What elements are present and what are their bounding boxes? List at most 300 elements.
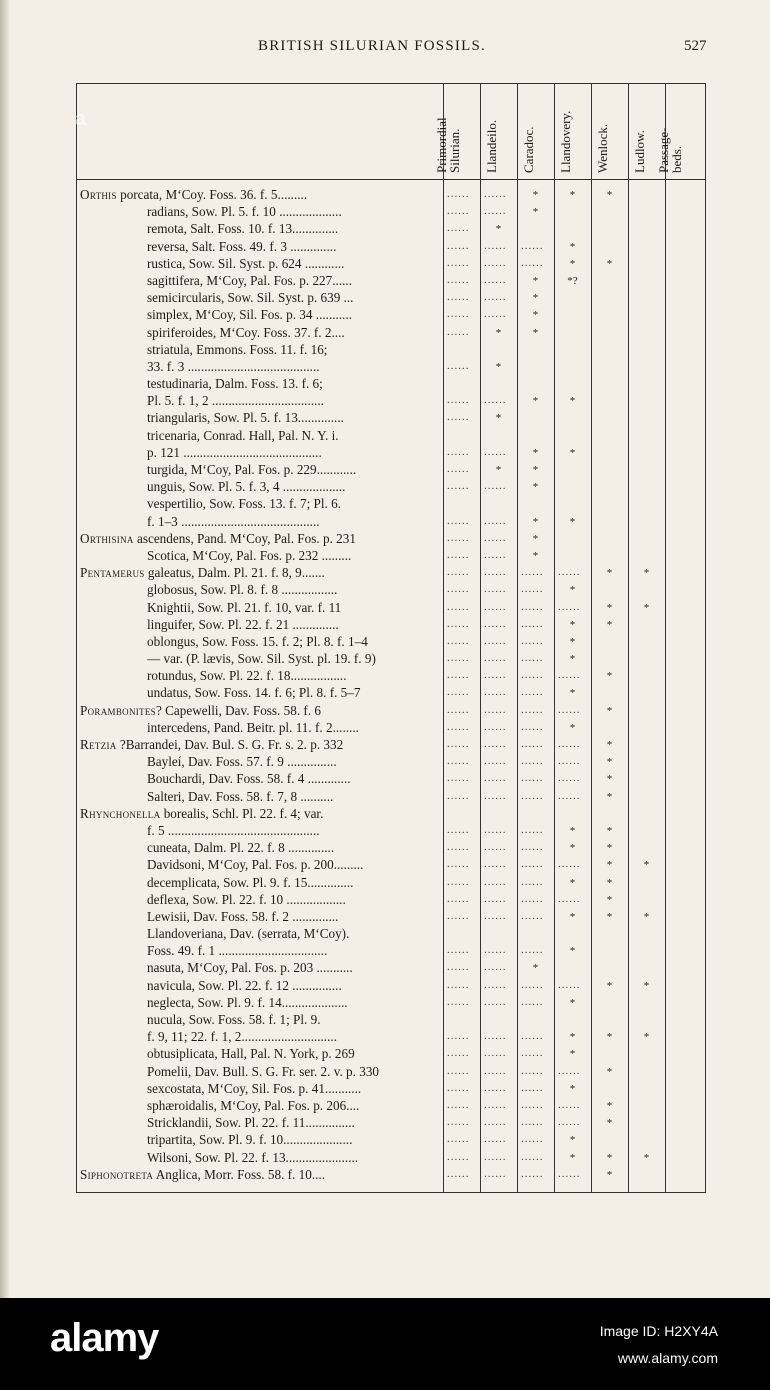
table-row — [77, 478, 705, 495]
occurrence-mark: * — [495, 326, 502, 339]
occurrence-mark: * — [569, 1134, 576, 1147]
species-name — [147, 409, 442, 426]
table-row — [77, 1011, 705, 1028]
occurrence-mark: * — [606, 876, 613, 889]
species-text: Foss. 49. f. 1 ................................. — [147, 943, 328, 959]
leader-dots: ...... — [447, 720, 470, 733]
species-name — [147, 306, 442, 323]
leader-dots: ...... — [447, 755, 470, 768]
species-text: porcata, M‘Coy. Foss. 36. f. 5......... — [116, 187, 308, 202]
occurrence-mark: * — [532, 395, 539, 408]
leader-dots: ...... — [447, 566, 470, 579]
leader-dots: ...... — [447, 1064, 470, 1077]
occurrence-mark: * — [569, 395, 576, 408]
occurrence-mark: * — [606, 910, 613, 923]
occurrence-mark: * — [606, 1065, 613, 1078]
species-text: galeatus, Dalm. Pl. 21. f. 8, 9....... — [144, 565, 325, 581]
species-name — [147, 977, 442, 994]
leader-dots: ...... — [484, 875, 507, 888]
occurrence-mark: * — [643, 859, 650, 872]
leader-dots: ...... — [484, 944, 507, 957]
leader-dots: ...... — [447, 1030, 470, 1043]
leader-dots: ...... — [558, 772, 581, 785]
species-name — [147, 925, 442, 942]
leader-dots: ...... — [484, 858, 507, 871]
species-text: triangularis, Sow. Pl. 5. f. 13.............. — [147, 410, 344, 426]
table-row — [77, 255, 705, 272]
table-row — [77, 513, 705, 530]
leader-dots: ...... — [521, 909, 544, 922]
occurrence-mark: * — [606, 979, 613, 992]
species-text: Llandoveriana, Dav. (serrata, M‘Coy). — [147, 926, 350, 942]
leader-dots: ...... — [447, 291, 470, 304]
leader-dots: ...... — [521, 858, 544, 871]
page-gutter-shadow — [0, 0, 10, 1298]
leader-dots: ...... — [484, 1064, 507, 1077]
table-row — [77, 289, 705, 306]
species-name — [80, 530, 442, 547]
species-text: Davidsoni, M‘Coy, Pal. Fos. p. 200......... — [147, 857, 364, 873]
table-row — [77, 341, 705, 358]
leader-dots: ...... — [521, 841, 544, 854]
occurrence-mark: * — [606, 601, 613, 614]
leader-dots: ...... — [558, 1064, 581, 1077]
leader-dots: ...... — [447, 738, 470, 750]
leader-dots: ...... — [447, 325, 470, 338]
leader-dots: ...... — [521, 239, 544, 252]
leader-dots: ...... — [521, 256, 544, 269]
table-row — [77, 495, 705, 512]
leader-dots: ...... — [447, 1081, 470, 1094]
table-row — [77, 736, 705, 753]
species-text: Pl. 5. f. 1, 2 .................................. — [147, 393, 324, 409]
occurrence-mark: * — [532, 962, 539, 975]
leader-dots: ...... — [521, 875, 544, 888]
table-row — [77, 1080, 705, 1097]
leader-dots: ...... — [447, 1098, 470, 1111]
species-name — [147, 770, 442, 787]
species-text: p. 121 .......................................... — [147, 444, 322, 460]
occurrence-mark: * — [532, 274, 539, 287]
occurrence-mark: * — [569, 910, 576, 923]
leader-dots: ...... — [558, 738, 581, 750]
occurrence-mark: * — [569, 240, 576, 253]
fossil-distribution-table — [76, 83, 706, 1193]
leader-dots: ...... — [447, 823, 470, 836]
leader-dots: ...... — [521, 686, 544, 699]
table-row — [77, 667, 705, 684]
occurrence-mark: * — [569, 842, 576, 855]
occurrence-mark: * — [495, 464, 502, 476]
genus-name: Retzia — [80, 737, 117, 752]
occurrence-mark: * — [606, 1031, 613, 1044]
occurrence-mark: * — [495, 360, 502, 373]
occurrence-mark: * — [569, 446, 576, 459]
species-name — [147, 959, 442, 976]
leader-dots: ...... — [447, 978, 470, 991]
leader-dots: ...... — [484, 308, 507, 321]
occurrence-mark: * — [532, 309, 539, 322]
species-text: unguis, Sow. Pl. 5. f. 3, 4 ................... — [147, 479, 346, 495]
occurrence-mark: * — [606, 893, 613, 906]
leader-dots: ...... — [558, 669, 581, 682]
occurrence-mark: * — [606, 567, 613, 580]
header-rule — [77, 179, 705, 180]
table-row — [77, 908, 705, 925]
leader-dots: ...... — [521, 669, 544, 682]
species-text: Wilsoni, Sow. Pl. 22. f. 13...................... — [147, 1149, 359, 1165]
running-head: BRITISH SILURIAN FOSSILS. — [258, 38, 486, 54]
leader-dots: ...... — [447, 531, 470, 544]
table-row — [77, 306, 705, 323]
column-header — [591, 83, 628, 179]
species-text: simplex, M‘Coy, Sil. Fos. p. 34 ........... — [147, 307, 353, 323]
table-row — [77, 324, 705, 341]
leader-dots: ...... — [484, 961, 507, 974]
table-row — [77, 375, 705, 392]
species-text: f. 1–3 .......................................... — [147, 513, 320, 529]
leader-dots: ...... — [447, 858, 470, 871]
table-row — [77, 358, 705, 375]
species-text: decemplicata, Sow. Pl. 9. f. 15.............. — [147, 874, 354, 890]
occurrence-mark: * — [643, 1031, 650, 1044]
table-row — [77, 547, 705, 564]
leader-dots: ...... — [484, 686, 507, 699]
species-name — [147, 392, 442, 409]
leader-dots: ...... — [484, 514, 507, 527]
leader-dots: ...... — [484, 1133, 507, 1146]
leader-dots: ...... — [484, 205, 507, 218]
species-text: 33. f. 3 ........................................ — [147, 358, 320, 374]
table-row — [77, 461, 705, 478]
species-text: rustica, Sow. Sil. Syst. p. 624 ............ — [147, 255, 345, 271]
leader-dots: ...... — [521, 652, 544, 665]
table-row — [77, 203, 705, 220]
leader-dots: ...... — [447, 789, 470, 802]
table-row — [77, 1149, 705, 1166]
leader-dots: ...... — [521, 995, 544, 1008]
leader-dots: ...... — [558, 755, 581, 768]
occurrence-mark: * — [569, 653, 576, 666]
species-name — [147, 616, 442, 633]
occurrence-mark: *? — [567, 274, 578, 287]
leader-dots: ...... — [447, 772, 470, 785]
species-name — [147, 513, 442, 530]
species-text: Salteri, Dav. Foss. 58. f. 7, 8 .......... — [147, 788, 334, 804]
leader-dots: ...... — [521, 1167, 544, 1180]
leader-dots: ...... — [521, 892, 544, 905]
table-row — [77, 272, 705, 289]
leader-dots: ...... — [447, 583, 470, 596]
leader-dots: ...... — [447, 892, 470, 905]
leader-dots: ...... — [447, 514, 470, 527]
leader-dots: ...... — [447, 1150, 470, 1163]
leader-dots: ...... — [521, 634, 544, 647]
table-row — [77, 1028, 705, 1045]
column-header-label: Passage- beds. — [656, 127, 684, 173]
leader-dots: ...... — [484, 755, 507, 768]
species-name — [80, 805, 442, 822]
species-text: linguifer, Sow. Pl. 22. f. 21 .............. — [147, 616, 339, 632]
leader-dots: ...... — [484, 720, 507, 733]
leader-dots: ...... — [484, 841, 507, 854]
leader-dots: ...... — [447, 703, 470, 716]
table-row — [77, 822, 705, 839]
occurrence-mark: * — [532, 464, 539, 476]
species-name — [147, 427, 442, 444]
table-row — [77, 891, 705, 908]
occurrence-mark: * — [569, 635, 576, 648]
species-text: striatula, Emmons. Foss. 11. f. 16; — [147, 341, 328, 357]
leader-dots: ...... — [447, 686, 470, 699]
table-row — [77, 994, 705, 1011]
species-text: Pomelii, Dav. Bull. S. G. Fr. ser. 2. v. p. 330 — [147, 1063, 380, 1079]
stock-url[interactable]: www.alamy.com — [617, 1350, 718, 1366]
leader-dots: ...... — [484, 634, 507, 647]
leader-dots: ...... — [447, 1133, 470, 1146]
leader-dots: ...... — [484, 1047, 507, 1060]
leader-dots: ...... — [484, 652, 507, 665]
table-row — [77, 874, 705, 891]
species-text: deflexa, Sow. Pl. 22. f. 10 .................. — [147, 891, 346, 907]
occurrence-mark: * — [643, 1151, 650, 1164]
species-name — [147, 1149, 442, 1166]
leader-dots: ...... — [558, 1167, 581, 1180]
species-text: — var. (P. lævis, Sow. Sil. Syst. pl. 19. f. 9) — [147, 651, 376, 667]
leader-dots: ...... — [484, 978, 507, 991]
table-row — [77, 788, 705, 805]
occurrence-mark: * — [606, 756, 613, 769]
species-name — [147, 478, 442, 495]
occurrence-mark: * — [606, 739, 613, 751]
leader-dots: ...... — [447, 205, 470, 218]
species-text: radians, Sow. Pl. 5. f. 10 ................... — [147, 204, 342, 220]
table-row — [77, 427, 705, 444]
leader-dots: ...... — [484, 1081, 507, 1094]
occurrence-mark: * — [569, 1082, 576, 1095]
species-name — [147, 581, 442, 598]
leader-dots: ...... — [521, 1098, 544, 1111]
leader-dots: ...... — [447, 463, 470, 475]
leader-dots: ...... — [484, 738, 507, 750]
table-row — [77, 564, 705, 581]
species-name — [80, 186, 442, 203]
species-name — [147, 238, 442, 255]
leader-dots: ...... — [447, 394, 470, 407]
leader-dots: ...... — [484, 823, 507, 836]
species-text: semicircularis, Sow. Sil. Syst. p. 639 ... — [147, 290, 354, 306]
species-text: intercedens, Pand. Beitr. pl. 11. f. 2........ — [147, 719, 359, 735]
species-name — [147, 633, 442, 650]
leader-dots: ...... — [484, 531, 507, 544]
leader-dots: ...... — [447, 359, 470, 372]
species-text: undatus, Sow. Foss. 14. f. 6; Pl. 8. f. 5–7 — [147, 685, 361, 701]
table-row — [77, 409, 705, 426]
species-text: cuneata, Dalm. Pl. 22. f. 8 .............. — [147, 840, 335, 856]
leader-dots: ...... — [558, 600, 581, 613]
leader-dots: ...... — [484, 188, 507, 200]
leader-dots: ...... — [447, 944, 470, 957]
occurrence-mark: * — [569, 945, 576, 958]
occurrence-mark: * — [606, 704, 613, 717]
leader-dots: ...... — [521, 583, 544, 596]
occurrence-mark: * — [569, 996, 576, 1009]
species-name — [80, 564, 442, 581]
species-text: obtusiplicata, Hall, Pal. N. York, p. 269 — [147, 1046, 355, 1062]
species-name — [147, 874, 442, 891]
leader-dots: ...... — [447, 222, 470, 235]
table-row — [77, 1063, 705, 1080]
column-header-label: Primordial Silurian. — [434, 117, 462, 173]
occurrence-mark: * — [532, 515, 539, 528]
species-name — [147, 203, 442, 220]
table-row — [77, 753, 705, 770]
leader-dots: ...... — [484, 703, 507, 716]
leader-dots: ...... — [447, 480, 470, 493]
species-name — [147, 1063, 442, 1080]
table-row — [77, 856, 705, 873]
leader-dots: ...... — [484, 909, 507, 922]
species-text: rotundus, Sow. Pl. 22. f. 18................. — [147, 668, 347, 684]
occurrence-mark: * — [643, 979, 650, 992]
occurrence-mark: * — [532, 446, 539, 459]
occurrence-mark: * — [569, 876, 576, 889]
leader-dots: ...... — [521, 1081, 544, 1094]
genus-name: Rhynchonella — [80, 805, 161, 821]
occurrence-mark: * — [569, 584, 576, 597]
leader-dots: ...... — [521, 944, 544, 957]
leader-dots: ...... — [558, 566, 581, 579]
genus-name: Porambonites — [80, 702, 156, 718]
species-text: ? Capewelli, Dav. Foss. 58. f. 6 — [155, 702, 322, 718]
leader-dots: ...... — [447, 256, 470, 269]
table-row — [77, 220, 705, 237]
table-row — [77, 805, 705, 822]
table-row — [77, 616, 705, 633]
species-name — [147, 908, 442, 925]
stock-logo[interactable]: alamy — [50, 1316, 159, 1360]
species-name — [147, 719, 442, 736]
leader-dots: ...... — [521, 1047, 544, 1060]
genus-name: Siphonotreta — [80, 1166, 154, 1182]
leader-dots: ...... — [521, 823, 544, 836]
table-row — [77, 392, 705, 409]
leader-dots: ...... — [484, 480, 507, 493]
leader-dots: ...... — [484, 789, 507, 802]
occurrence-mark: * — [643, 601, 650, 614]
leader-dots: ...... — [484, 1116, 507, 1129]
leader-dots: ...... — [447, 411, 470, 424]
page-number: 527 — [684, 38, 707, 54]
occurrence-mark: * — [569, 618, 576, 631]
species-text: sagittifera, M‘Coy, Pal. Fos. p. 227...... — [147, 272, 353, 288]
leader-dots: ...... — [521, 755, 544, 768]
leader-dots: ...... — [521, 772, 544, 785]
occurrence-mark: * — [532, 326, 539, 339]
occurrence-mark: * — [606, 189, 613, 201]
occurrence-mark: * — [606, 1168, 613, 1181]
leader-dots: ...... — [484, 291, 507, 304]
species-name — [147, 358, 442, 375]
species-name — [147, 788, 442, 805]
species-text: testudinaria, Dalm. Foss. 13. f. 6; — [147, 376, 323, 392]
genus-name: Orthisina — [80, 530, 134, 546]
occurrence-mark: * — [606, 859, 613, 872]
species-text: Stricklandii, Sow. Pl. 22. f. 11............... — [147, 1115, 355, 1131]
table-row — [77, 238, 705, 255]
species-text: ?Barrandei, Dav. Bul. S. G. Fr. s. 2. p. 332 — [116, 737, 344, 752]
species-name — [147, 1011, 442, 1028]
occurrence-mark: * — [569, 721, 576, 734]
table-bottom-rule — [77, 1192, 705, 1193]
species-name — [147, 289, 442, 306]
leader-dots: ...... — [447, 239, 470, 252]
species-name — [147, 1080, 442, 1097]
species-name — [147, 753, 442, 770]
species-text: borealis, Schl. Pl. 22. f. 4; var. — [160, 805, 324, 821]
species-name — [147, 1028, 442, 1045]
occurrence-mark: * — [495, 412, 502, 425]
species-name — [147, 375, 442, 392]
species-name — [80, 702, 442, 719]
table-row — [77, 186, 705, 203]
table-row — [77, 1131, 705, 1148]
leader-dots: ...... — [558, 978, 581, 991]
species-name — [147, 444, 442, 461]
species-name — [80, 736, 442, 753]
table-row — [77, 1045, 705, 1062]
species-name — [147, 1097, 442, 1114]
leader-dots: ...... — [484, 892, 507, 905]
species-name — [147, 667, 442, 684]
occurrence-mark: * — [495, 223, 502, 236]
leader-dots: ...... — [484, 669, 507, 682]
occurrence-mark: * — [569, 1151, 576, 1164]
species-text: f. 9, 11; 22. f. 1, 2............................. — [147, 1029, 337, 1045]
leader-dots: ...... — [484, 1150, 507, 1163]
leader-dots: ...... — [484, 1030, 507, 1043]
table-row — [77, 599, 705, 616]
leader-dots: ...... — [484, 600, 507, 613]
species-text: Knightii, Sow. Pl. 21. f. 10, var. f. 11 — [147, 599, 342, 615]
leader-dots: ...... — [558, 1116, 581, 1129]
table-row — [77, 719, 705, 736]
occurrence-mark: * — [532, 481, 539, 494]
table-row — [77, 684, 705, 701]
leader-dots: ...... — [521, 703, 544, 716]
leader-dots: ...... — [484, 239, 507, 252]
column-header-label: Llandeilo. — [484, 119, 499, 173]
occurrence-mark: * — [569, 1048, 576, 1061]
species-name — [147, 547, 442, 564]
species-text: nucula, Sow. Foss. 58. f. 1; Pl. 9. — [147, 1012, 321, 1027]
leader-dots: ...... — [558, 858, 581, 871]
occurrence-mark: * — [643, 567, 650, 580]
leader-dots: ...... — [447, 445, 470, 458]
column-header-label: Wenlock. — [595, 123, 610, 173]
leader-dots: ...... — [521, 789, 544, 802]
leader-dots: ...... — [447, 188, 470, 200]
species-name — [147, 822, 442, 839]
column-header-label: Ludlow. — [632, 130, 647, 173]
leader-dots: ...... — [484, 995, 507, 1008]
species-text: Bouchardi, Dav. Foss. 58. f. 4 ............. — [147, 771, 351, 787]
leader-dots: ...... — [521, 1133, 544, 1146]
species-text: ascendens, Pand. M‘Coy, Pal. Fos. p. 231 — [133, 530, 356, 546]
leader-dots: ...... — [447, 617, 470, 630]
table-body — [77, 186, 705, 1183]
leader-dots: ...... — [447, 1047, 470, 1060]
